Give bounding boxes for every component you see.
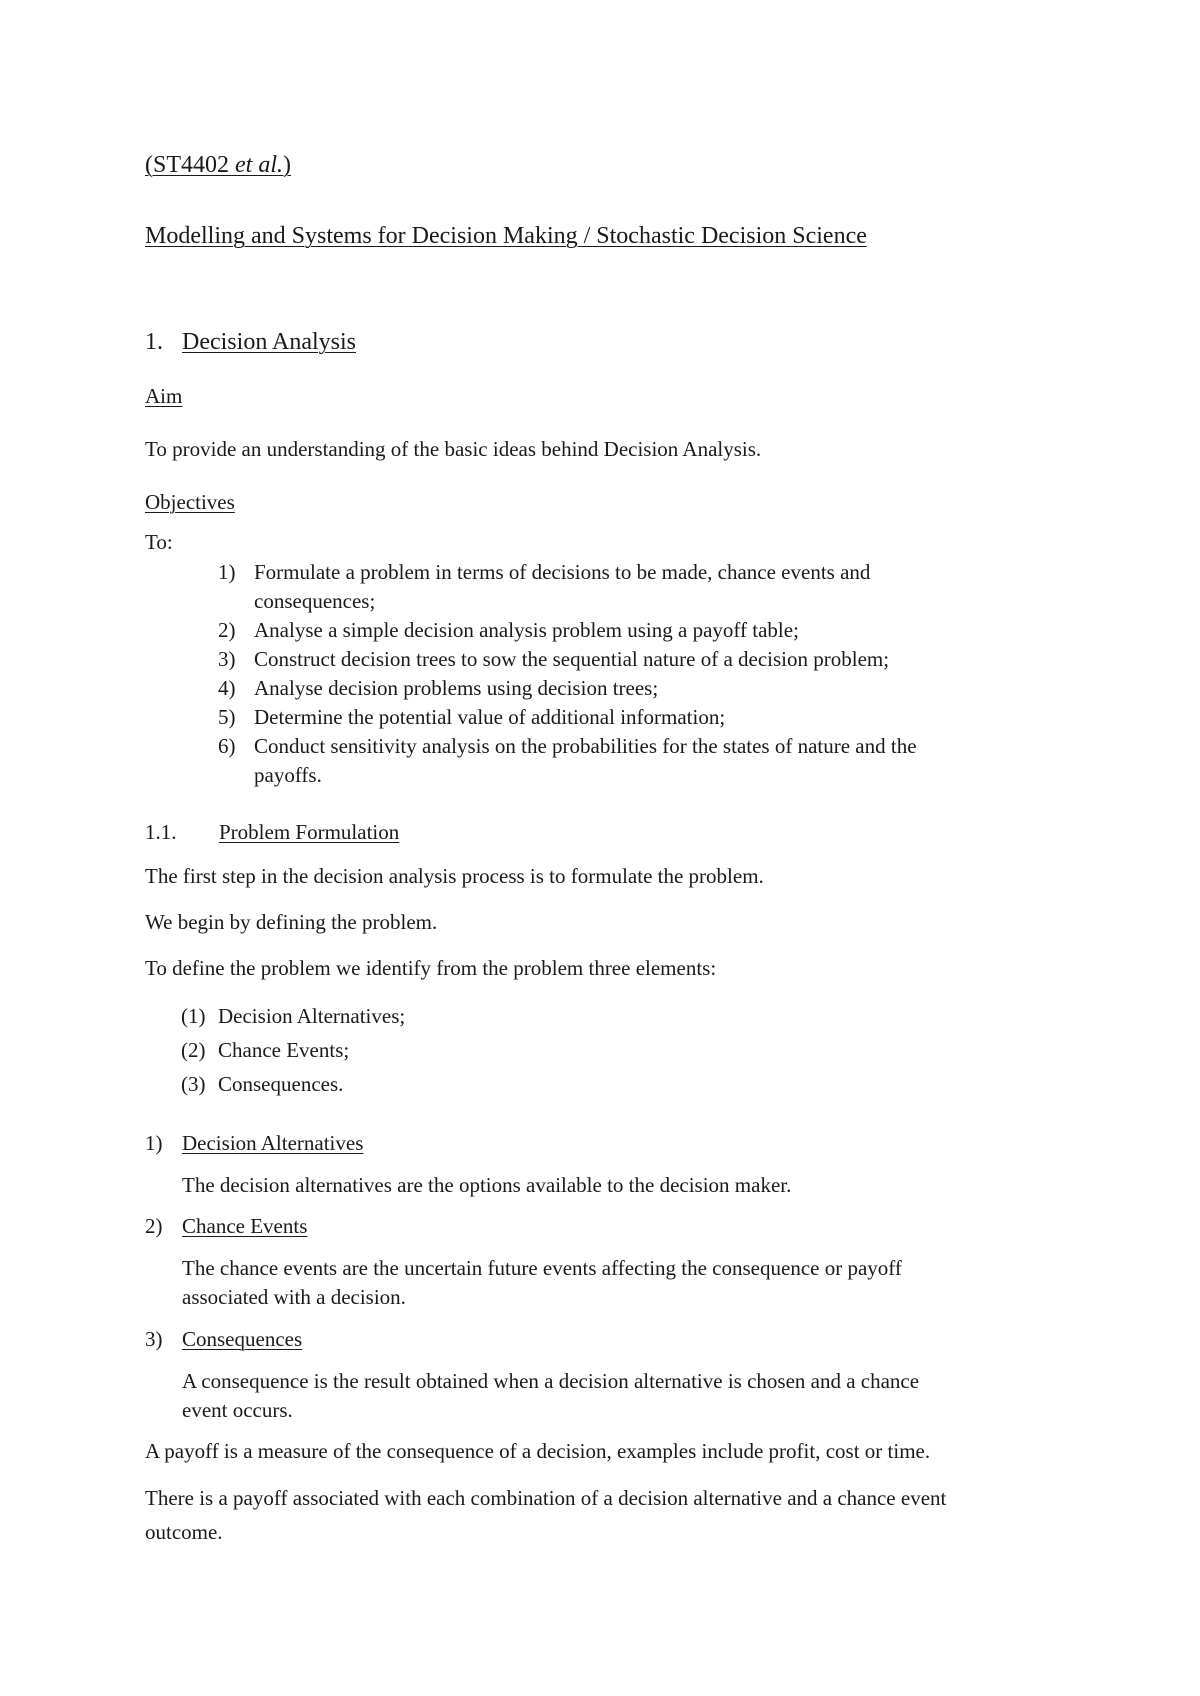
list-item-number: 4) [218,676,236,700]
paragraph: A payoff is a measure of the consequence of a decision, examples include profit, cost or time. [145,1439,931,1463]
list-item-number: (1) [181,1004,206,1028]
list-item-number: 5) [218,705,236,729]
objectives-label: Objectives [145,490,235,514]
subsection-number: 1.1. [145,820,177,844]
list-item-text: Conduct sensitivity analysis on the probabilities for the states of nature and the [254,734,917,758]
list-item-number: (2) [181,1038,206,1062]
list-item-text: Chance Events; [218,1038,350,1062]
section-title: Decision Analysis [182,329,356,355]
list-item-number: 6) [218,734,236,758]
list-item-number: 2) [218,618,236,642]
objectives-intro: To: [145,530,173,554]
paragraph: outcome. [145,1520,223,1544]
definition-number: 1) [145,1131,163,1155]
definition-number: 3) [145,1327,163,1351]
list-item-text: Consequences. [218,1072,344,1096]
definition-text: A consequence is the result obtained when a decision alternative is chosen and a chance [182,1369,920,1393]
paragraph: The first step in the decision analysis process is to formulate the problem. [145,864,764,888]
course-title: Modelling and Systems for Decision Making / Stochastic Decision Science [145,223,867,249]
list-item-number: 1) [218,560,236,584]
definition-text: event occurs. [182,1398,293,1422]
list-item-text: Determine the potential value of additional information; [254,705,726,729]
list-item-text: Analyse a simple decision analysis problem using a payoff table; [254,618,799,642]
list-item-text: payoffs. [254,763,322,787]
list-item-text: Formulate a problem in terms of decisions to be made, chance events and [254,560,871,584]
list-item-number: 3) [218,647,236,671]
section-heading [145,328,356,357]
definition-text: The chance events are the uncertain future events affecting the consequence or payoff [182,1256,902,1280]
paragraph: To define the problem we identify from the problem three elements: [145,956,717,980]
paragraph: We begin by defining the problem. [145,910,438,934]
list-item-text: Analyse decision problems using decision trees; [254,676,659,700]
subsection-title: Problem Formulation [219,820,400,844]
aim-text: To provide an understanding of the basic ideas behind Decision Analysis. [145,437,762,461]
list-item-text: Decision Alternatives; [218,1004,406,1028]
definition-number: 2) [145,1214,163,1238]
course-code: (ST4402 et al.) [145,152,291,178]
definition-title: Chance Events [182,1214,308,1238]
definition-text: associated with a decision. [182,1285,406,1309]
definition-title: Decision Alternatives [182,1131,364,1155]
definition-text: The decision alternatives are the options available to the decision maker. [182,1173,792,1197]
list-item-number: (3) [181,1072,206,1096]
list-item-text: Construct decision trees to sow the sequential nature of a decision problem; [254,647,890,671]
paragraph: There is a payoff associated with each combination of a decision alternative and a chance event [145,1486,947,1510]
list-item-text: consequences; [254,589,376,613]
definition-title: Consequences [182,1327,303,1351]
aim-label: Aim [145,384,183,408]
section-number: 1. [145,329,163,355]
